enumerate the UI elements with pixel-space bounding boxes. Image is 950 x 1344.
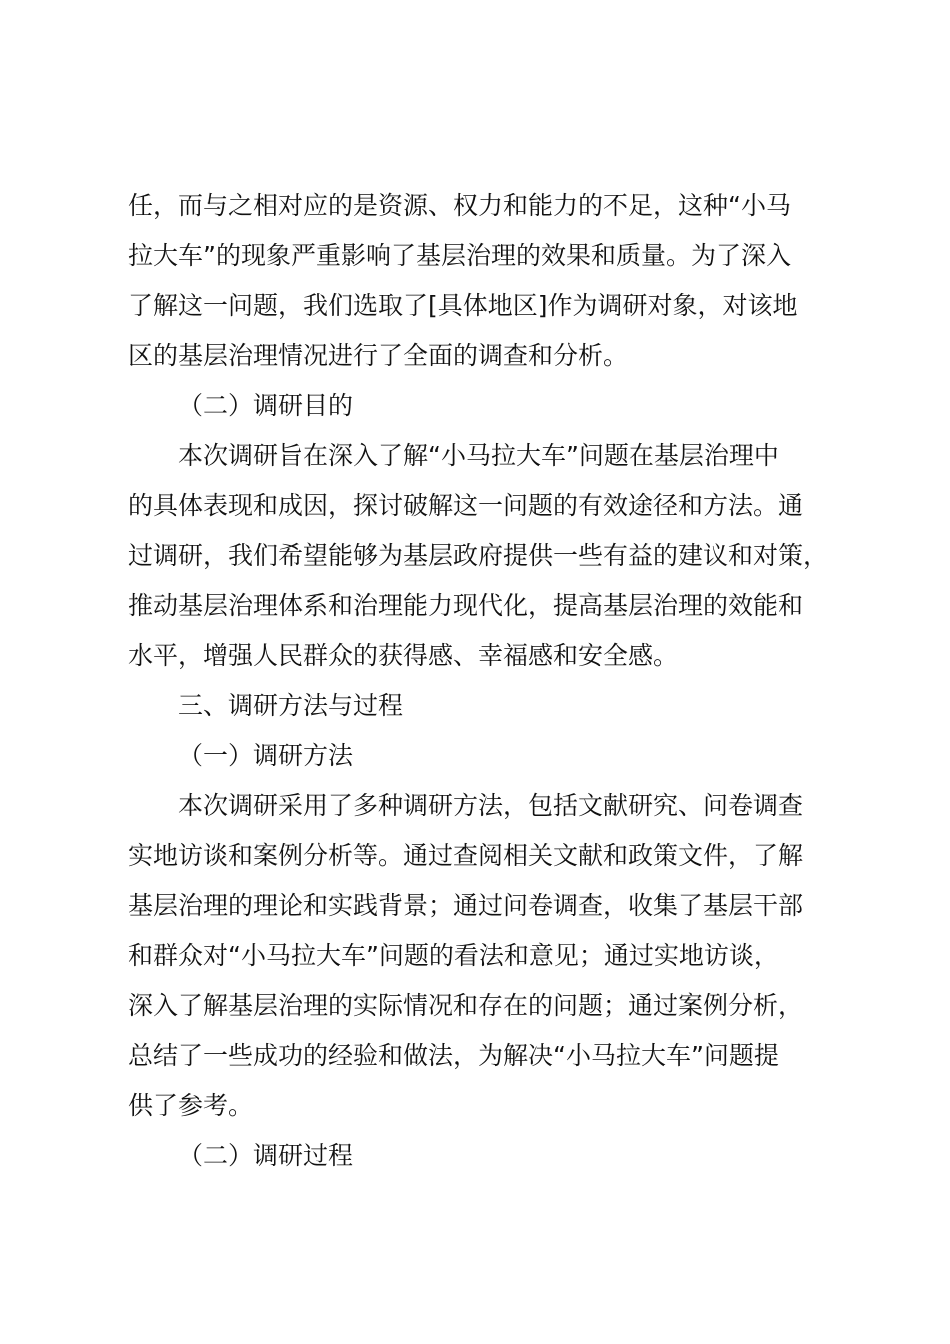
text-line: 基层治理的理论和实践背景；通过问卷调查，收集了基层干部 [128,891,804,920]
text-line: 任，而与之相对应的是资源、权力和能力的不足，这种“小马 [128,191,791,220]
text-line: 水平，增强人民群众的获得感、幸福感和安全感。 [128,641,679,670]
section-heading-objective: （二）调研目的 [178,391,354,420]
text-line: 和群众对“小马拉大车”问题的看法和意见；通过实地访谈， [128,941,779,970]
text-line: 实地访谈和案例分析等。通过查阅相关文献和政策文件，了解 [128,841,804,870]
document-body [128,181,828,1181]
section-heading-methods: （一）调研方法 [178,741,354,770]
text-line: 本次调研旨在深入了解“小马拉大车”问题在基层治理中 [178,441,779,470]
text-line: 的具体表现和成因，探讨破解这一问题的有效途径和方法。通 [128,491,804,520]
text-line: 推动基层治理体系和治理能力现代化，提高基层治理的效能和 [128,591,804,620]
text-line: 深入了解基层治理的实际情况和存在的问题；通过案例分析， [128,991,804,1020]
text-line: 本次调研采用了多种调研方法，包括文献研究、问卷调查 [178,791,804,820]
text-line: 区的基层治理情况进行了全面的调查和分析。 [128,341,629,370]
text-line: 过调研，我们希望能够为基层政府提供一些有益的建议和对策， [128,541,829,570]
text-line: 总结了一些成功的经验和做法，为解决“小马拉大车”问题提 [128,1041,779,1070]
section-heading-methods-process: 三、调研方法与过程 [178,691,404,720]
text-line: 供了参考。 [128,1091,254,1120]
text-line: 拉大车”的现象严重影响了基层治理的效果和质量。为了深入 [128,241,791,270]
section-heading-process: （二）调研过程 [178,1141,354,1170]
text-line: 了解这一问题，我们选取了[具体地区]作为调研对象，对该地 [128,291,798,320]
